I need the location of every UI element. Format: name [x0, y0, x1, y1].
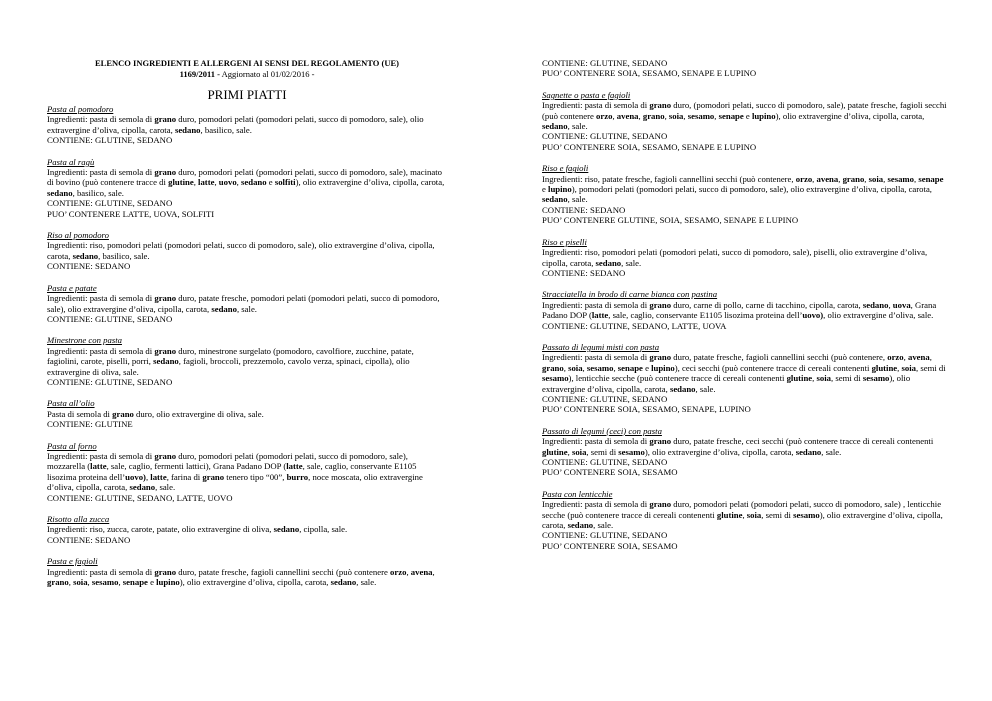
ingredients-text: [47, 114, 447, 135]
ingredient-text: Ingredienti: pasta di semola di: [47, 345, 155, 356]
ingredient-text: ,: [929, 352, 932, 363]
allergen-word: grano: [154, 293, 177, 304]
ingredient-text: ,: [883, 173, 888, 184]
ingredient-text: Ingredienti: riso, pomodori pelati (pomodori pelati, succo di pomodoro, sale), olio extravergine d’oliva, cipolla, carota,: [47, 240, 435, 261]
dish-entry: [542, 163, 947, 225]
allergen-word: latte: [150, 471, 167, 482]
ingredient-text: , semi di: [761, 509, 794, 520]
ingredient-text: , sale.: [593, 520, 614, 531]
ingredient-text: duro, olio extravergine di oliva, sale.: [133, 408, 264, 419]
ingredient-text: , basilico, sale.: [200, 124, 252, 135]
dish-title: Riso al pomodoro: [47, 230, 109, 241]
dish-entry: [47, 441, 447, 503]
ingredient-text: , basilico, sale.: [72, 187, 124, 198]
ingredient-text: duro, pomodori pelati (pomodori pelati, succo di pomodoro, sale), olio extravergine d’oliva, cipolla, carota,: [47, 114, 424, 135]
allergen-word: sesamo: [793, 509, 820, 520]
allergen-word: grano: [842, 173, 865, 184]
ingredients-text: [47, 346, 447, 377]
dish-title: Pasta al forno: [47, 440, 97, 451]
ingredient-text: , sale.: [695, 383, 716, 394]
ingredient-text: , semi di: [586, 446, 619, 457]
allergen-word: grano: [642, 110, 665, 121]
ingredient-text: ,: [145, 471, 151, 482]
ingredient-text: ,: [193, 177, 199, 188]
dish-title: Riso e piselli: [542, 236, 587, 247]
allergen-word: grano: [649, 352, 672, 363]
ingredients-text: [47, 409, 447, 419]
ingredient-text: , sale, caglio, fermenti lattici), Grana Padano DOP (: [106, 461, 287, 472]
ingredient-text: e: [266, 177, 275, 188]
right-dish-list: [542, 90, 947, 551]
ingredients-text: [542, 300, 947, 321]
allergen-word: grano: [154, 167, 177, 178]
allergen-word: sedano: [72, 250, 99, 261]
allergen-line: PUO’ CONTENERE GLUTINE, SOIA, SESAMO, SENAPE E LUPINO: [542, 215, 799, 226]
dish-entry: [47, 230, 447, 272]
allergen-word: uova: [892, 299, 911, 310]
ingredient-text: , sale.: [155, 482, 176, 493]
dish-title: Passato di legumi (ceci) con pasta: [542, 425, 662, 436]
allergen-word: orzo: [795, 173, 813, 184]
ingredient-text: duro, patate fresche, ceci secchi (può contenere tracce di cereali contenenti: [671, 436, 934, 447]
ingredient-text: ,: [897, 362, 902, 373]
allergen-word: senape: [617, 362, 643, 373]
ingredient-text: ,: [432, 566, 435, 577]
allergen-line: PUO’ CONTENERE SOIA, SESAMO, SENAPE E LUPINO: [542, 68, 757, 79]
allergen-word: latte: [90, 461, 107, 472]
allergen-word: lupino: [156, 577, 180, 588]
allergen-word: latte: [591, 310, 609, 321]
header-title-line2: [47, 69, 447, 80]
allergen-word: sesamo: [542, 373, 569, 384]
allergen-word: sedano: [862, 299, 889, 310]
ingredient-text: , olio extravergine d’oliva, sale.: [823, 310, 934, 321]
allergen-line: CONTIENE: GLUTINE, SEDANO: [47, 313, 173, 324]
allergen-line: CONTIENE: GLUTINE, SEDANO: [47, 376, 173, 387]
allergen-word: sedano: [211, 303, 237, 314]
dish-title: Sagnette o pasta e fagioli: [542, 89, 631, 100]
ingredient-text: duro, minestrone surgelato (pomodoro, cavolfiore, zucchine, patate, fagiolini, carote, piselli, porri,: [47, 345, 414, 367]
allergen-word: sedano: [129, 482, 156, 493]
ingredient-text: , sale.: [236, 303, 257, 314]
allergen-word: grano: [649, 436, 672, 447]
ingredient-text: duro, (pomodori pelati, succo di pomodoro, sale), patate fresche, fagioli secchi (può contenere: [542, 100, 947, 121]
ingredient-text: ,: [638, 110, 643, 121]
allergen-line: CONTIENE: SEDANO: [542, 204, 626, 215]
allergen-word: sedano: [542, 121, 568, 132]
header-title-line1: ELENCO INGREDIENTI E ALLERGENI AI SENSI DEL REGOLAMENTO (UE): [94, 58, 400, 68]
ingredient-text: ,: [812, 373, 817, 384]
allergen-word: grano: [112, 408, 134, 419]
allergen-word: sesamo: [618, 446, 645, 457]
ingredient-text: Ingredienti: pasta di semola di: [542, 100, 650, 111]
dish-title: Passato di legumi misti con pasta: [542, 341, 660, 352]
ingredient-text: ), ceci secchi (può contenere tracce di cereali contenenti: [674, 362, 872, 373]
allergen-line: CONTIENE: GLUTINE, SEDANO: [47, 198, 173, 209]
dish-title: Risotto alla zucca: [47, 514, 110, 524]
ingredients-text: [542, 352, 947, 394]
dish-title: Minestrone con pasta: [47, 335, 122, 346]
allergen-word: soia: [868, 173, 884, 184]
ingredients-text: [47, 451, 447, 493]
dish-entry: [542, 489, 947, 551]
ingredient-text: ,: [612, 110, 617, 121]
ingredient-text: Ingredienti: pasta di semola di: [542, 299, 650, 310]
allergen-word: senape: [918, 173, 944, 184]
ingredient-text: , sale.: [567, 194, 588, 205]
allergen-word: sesamo: [687, 110, 715, 121]
dish-entry: [542, 237, 947, 279]
allergen-word: senape: [122, 577, 148, 588]
allergen-word: uovo): [802, 310, 824, 321]
allergen-word: sesamo: [862, 373, 890, 384]
allergen-line: CONTIENE: GLUTINE, SEDANO: [542, 457, 668, 467]
allergen-word: sedano: [669, 383, 696, 394]
ingredients-text: [47, 293, 447, 314]
ingredient-text: Pasta di semola di: [47, 408, 113, 419]
allergen-word: sedano: [567, 520, 594, 531]
ingredient-text: , farina di: [166, 471, 203, 482]
allergen-word: grano: [202, 471, 225, 482]
dish-title: Pasta con lenticchie: [542, 488, 613, 499]
ingredient-text: ,: [406, 566, 411, 577]
allergen-word: grano: [154, 450, 177, 461]
ingredient-text: ), olio extravergine d’oliva, cipolla, carota,: [542, 509, 943, 531]
allergen-word: sesamo: [887, 173, 915, 184]
allergen-word: burro: [286, 471, 309, 482]
dish-title: Riso e fagioli: [542, 163, 589, 174]
ingredients-text: [47, 167, 447, 198]
allergen-word: soia: [746, 509, 762, 520]
dish-title: Pasta al pomodoro: [47, 104, 114, 114]
allergen-word: uovo): [125, 471, 146, 482]
ingredient-text: ,: [914, 173, 919, 184]
ingredient-text: ,: [613, 362, 618, 373]
ingredients-text: [542, 100, 947, 131]
left-dish-list: [47, 104, 447, 587]
allergen-word: grano: [649, 100, 672, 111]
allergen-line: CONTIENE: GLUTINE, SEDANO, LATTE, UOVA: [542, 320, 727, 331]
allergen-word: avena: [816, 173, 839, 184]
ingredient-text: duro, pomodori pelati (pomodori pelati, succo di pomodoro, sale), mozzarella (: [47, 450, 408, 472]
allergen-word: sesamo: [91, 577, 119, 588]
allergen-word: avena: [410, 566, 433, 577]
allergen-word: orzo: [390, 566, 407, 577]
allergen-line: CONTIENE: GLUTINE, SEDANO, LATTE, UOVO: [47, 492, 233, 503]
allergen-word: sedano: [273, 524, 300, 535]
dish-entry: [47, 514, 447, 545]
right-column: [542, 58, 947, 562]
allergen-word: sedano: [47, 187, 73, 198]
ingredient-text: duro, carne di pollo, carne di tacchino, cipolla, carota,: [671, 299, 863, 310]
continued-allergens: [542, 58, 947, 79]
ingredient-text: duro, patate fresche, pomodori pelati (pomodori pelati, succo di pomodoro, sale), olio extravergine d’oliva, cipolla, carota,: [47, 293, 440, 314]
allergen-word: lupino: [751, 110, 776, 121]
ingredients-text: [542, 436, 947, 457]
allergen-word: soia: [901, 362, 916, 373]
ingredient-text: , sale.: [821, 446, 842, 457]
ingredient-text: ,: [812, 173, 817, 184]
ingredient-text: ), olio extravergine d’oliva, cipolla, carota,: [179, 577, 331, 588]
allergen-word: glutine: [786, 373, 813, 384]
ingredient-text: , semi di: [831, 373, 863, 384]
ingredient-text: Ingredienti: pasta di semola di: [542, 436, 650, 447]
allergen-word: sedano: [595, 257, 622, 268]
ingredient-text: , cipolla, sale.: [299, 524, 348, 535]
ingredient-text: Ingredienti: pasta di semola di: [47, 114, 155, 125]
allergen-word: glutine: [542, 446, 568, 457]
allergen-line: CONTIENE: SEDANO: [47, 534, 131, 545]
dish-title: Pasta e fagioli: [47, 556, 98, 567]
ingredient-text: tenero tipo “00”,: [224, 471, 287, 482]
allergen-word: soia: [668, 110, 684, 121]
allergen-word: glutine: [168, 177, 194, 188]
ingredient-text: , semi di: [916, 362, 946, 373]
dish-title: Pasta e patate: [47, 282, 97, 293]
ingredient-text: ,: [582, 362, 587, 373]
allergen-word: glutine: [871, 362, 898, 373]
allergen-line: CONTIENE: GLUTINE, SEDANO: [542, 393, 668, 404]
dish-entry: [47, 335, 447, 387]
allergen-word: grano: [154, 566, 177, 577]
dish-title: Pasta al ragù: [47, 156, 95, 167]
allergen-word: sedano: [542, 194, 568, 205]
ingredient-text: , sale.: [356, 577, 377, 588]
ingredient-text: ,: [68, 577, 74, 588]
allergen-word: avena: [616, 110, 639, 121]
allergen-word: grano: [47, 577, 69, 588]
allergen-word: sedano: [795, 446, 822, 457]
allergen-line: CONTIENE: GLUTINE, SEDANO: [47, 135, 173, 146]
ingredient-text: ), lenticchie secche (può contenere tracce di cereali contenenti: [568, 373, 787, 384]
ingredients-text: [542, 499, 947, 530]
ingredient-text: ), pomodori pelati (pomodori pelati, succo di pomodoro, sale), olio extravergine d’oliva, cipolla, carota,: [571, 184, 932, 195]
ingredient-text: Ingredienti: riso, pomodori pelati (pomodori pelati, succo di pomodoro, sale), piselli, olio extravergine d’oliva, cipolla, carota,: [542, 247, 928, 268]
allergen-line: CONTIENE: GLUTINE: [47, 419, 133, 430]
ingredient-text: , noce moscata, olio extravergine d’oliva, cipolla, carota,: [47, 471, 423, 493]
ingredient-text: Ingredienti: pasta di semola di: [542, 352, 650, 363]
ingredient-text: ,: [236, 177, 242, 188]
ingredient-text: ), olio extravergine d’oliva, cipolla, carota,: [644, 446, 796, 457]
dish-entry: [47, 556, 447, 587]
ingredient-text: ,: [714, 110, 719, 121]
ingredient-text: ,: [87, 577, 92, 588]
allergen-line: CONTIENE: SEDANO: [47, 261, 131, 272]
ingredient-text: Ingredienti: pasta di semola di: [47, 450, 155, 461]
section-title: PRIMI PIATTI: [207, 87, 287, 102]
allergen-word: sedano: [241, 177, 267, 188]
allergen-word: avena: [907, 352, 930, 363]
ingredient-text: , sale, caglio, conservante E1105 lisozima proteina dell’: [608, 310, 803, 321]
allergen-word: grano: [154, 345, 177, 356]
ingredient-text: ,: [567, 446, 572, 457]
allergen-word: grano: [649, 499, 672, 510]
ingredient-text: duro, patate fresche, fagioli cannellini secchi (può contenere,: [671, 352, 888, 363]
allergen-word: sedano: [153, 356, 179, 367]
allergen-word: soia: [816, 373, 831, 384]
allergen-line: CONTIENE: GLUTINE, SEDANO: [542, 58, 668, 68]
ingredient-text: ,: [118, 577, 123, 588]
allergen-word: lupino: [548, 184, 572, 195]
allergen-word: sesamo: [586, 362, 614, 373]
allergen-word: lupino: [651, 362, 675, 373]
ingredient-text: ), olio extravergine d’oliva, cipolla, carota,: [295, 177, 445, 188]
allergen-word: senape: [718, 110, 744, 121]
allergen-word: soia: [73, 577, 88, 588]
allergen-word: sedano: [330, 577, 357, 588]
allergen-word: glutine: [716, 509, 743, 520]
ingredient-text: Ingredienti: riso, zucca, carote, patate, olio extravergine di oliva,: [47, 524, 274, 535]
dish-title: Stracciatella in brodo di carne bianca con pastina: [542, 289, 718, 300]
ingredient-text: ), olio extravergine d’oliva, cipolla, carota,: [775, 110, 925, 121]
ingredient-text: ,: [903, 352, 908, 363]
allergen-word: grano: [649, 299, 672, 310]
ingredient-text: Ingredienti: pasta di semola di: [47, 293, 155, 304]
ingredient-text: duro, pomodori pelati (pomodori pelati, succo di pomodoro, sale) , lenticchie secche (può contenere tracce di cereali contenenti: [542, 499, 942, 520]
allergen-word: grano: [542, 362, 564, 373]
ingredient-text: , fagioli, broccoli, prezzemolo, cavolo verza, spinaci, cipolla), olio extravergine di oliva, sale.: [47, 356, 410, 377]
ingredient-text: duro, patate fresche, fagioli cannellini secchi (può contenere: [176, 566, 391, 577]
allergen-word: orzo: [887, 352, 904, 363]
ingredient-text: ,: [664, 110, 669, 121]
ingredients-text: [47, 567, 447, 588]
ingredient-text: , sale, caglio, conservante E1105 lisozima proteina dell’: [47, 461, 417, 482]
dish-entry: [47, 157, 447, 219]
dish-entry: [542, 90, 947, 152]
dish-entry: [47, 398, 447, 429]
allergen-line: CONTIENE: GLUTINE, SEDANO: [542, 530, 668, 541]
allergen-line: PUO’ CONTENERE LATTE, UOVA, SOLFITI: [47, 208, 215, 219]
ingredient-text: , Grana Padano DOP (: [542, 299, 937, 321]
dish-entry: [542, 289, 947, 331]
allergen-line: PUO’ CONTENERE SOIA, SESAMO: [542, 467, 678, 478]
ingredient-text: e: [542, 184, 549, 195]
allergen-word: soia: [571, 446, 587, 457]
ingredient-text: , sale.: [567, 121, 588, 132]
allergen-line: PUO’ CONTENERE SOIA, SESAMO, SENAPE, LUPINO: [542, 404, 751, 415]
allergen-word: latte: [198, 177, 215, 188]
ingredient-text: , sale.: [621, 257, 642, 268]
ingredient-text: ,: [864, 173, 869, 184]
allergen-word: latte: [286, 461, 303, 472]
allergen-word: solfiti: [274, 177, 296, 188]
ingredient-text: Ingredienti: pasta di semola di: [47, 167, 155, 178]
ingredient-text: ,: [888, 299, 893, 310]
ingredient-text: Ingredienti: pasta di semola di: [542, 499, 650, 510]
ingredient-text: e: [743, 110, 752, 121]
allergen-word: uovo: [218, 177, 237, 188]
dish-entry: [542, 426, 947, 478]
ingredient-text: , basilico, sale.: [98, 250, 150, 261]
ingredient-text: e: [642, 362, 652, 373]
ingredient-text: Ingredienti: pasta di semola di: [47, 566, 155, 577]
left-column: [47, 58, 447, 598]
allergen-line: CONTIENE: SEDANO: [542, 267, 626, 278]
ingredient-text: ,: [563, 362, 569, 373]
dish-entry: [542, 342, 947, 415]
allergen-word: sedano: [174, 124, 201, 135]
allergen-line: PUO’ CONTENERE SOIA, SESAMO, SENAPE E LUPINO: [542, 141, 757, 152]
ingredients-text: [542, 174, 947, 205]
dish-entry: [47, 104, 447, 146]
ingredient-text: ,: [214, 177, 219, 188]
ingredients-text: [47, 240, 447, 261]
ingredient-text: ,: [742, 509, 747, 520]
allergen-word: grano: [154, 114, 177, 125]
ingredient-text: Ingredienti: riso, patate fresche, fagioli cannellini secchi (può contenere,: [542, 173, 796, 184]
document-header: [47, 58, 447, 79]
ingredient-text: e: [147, 577, 157, 588]
allergen-line: PUO’ CONTENERE SOIA, SESAMO: [542, 540, 678, 551]
allergen-word: soia: [568, 362, 583, 373]
update-date: Aggiornato al 01/02/2016 -: [219, 68, 315, 79]
dish-title: Pasta all’olio: [47, 398, 95, 409]
ingredient-text: ), olio extravergine d’oliva, cipolla, carota,: [542, 373, 911, 394]
regulation-number: 1169/2011 -: [179, 68, 220, 79]
ingredient-text: ,: [838, 173, 843, 184]
dish-entry: [47, 283, 447, 325]
ingredient-text: ,: [683, 110, 688, 121]
ingredients-text: [47, 524, 447, 534]
allergen-word: orzo: [596, 110, 613, 121]
ingredients-text: [542, 247, 947, 268]
ingredient-text: duro, pomodori pelati (pomodori pelati, succo di pomodoro, sale), macinato di bovino (può contenere tracce di: [47, 167, 442, 188]
allergen-line: CONTIENE: GLUTINE, SEDANO: [542, 131, 668, 142]
